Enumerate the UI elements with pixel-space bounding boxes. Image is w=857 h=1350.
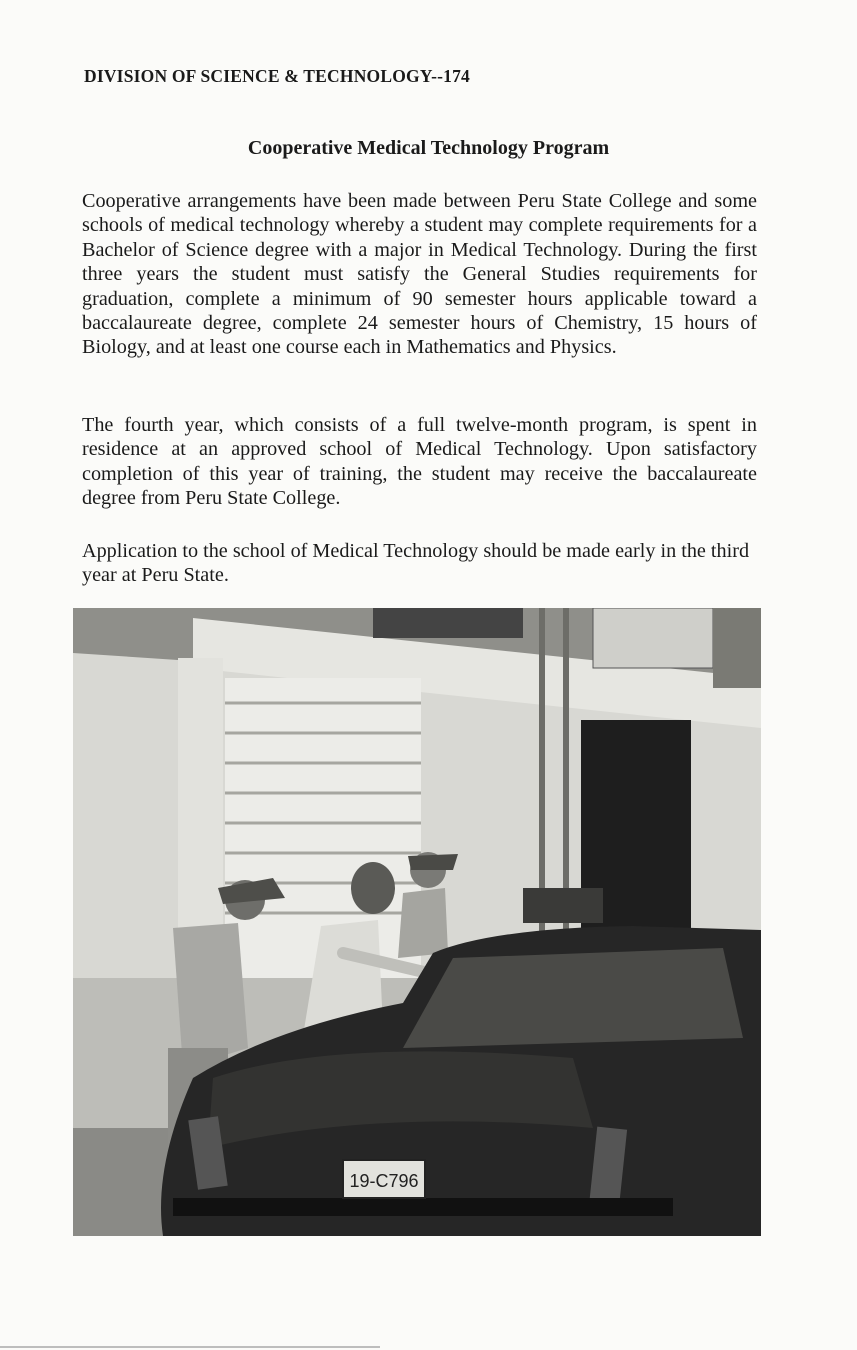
paragraph-application: Application to the school of Medical Technology should be made early in the third year at Peru State. (82, 540, 750, 587)
bottom-scan-rule (0, 1346, 380, 1348)
photo-students-washing-car (73, 608, 761, 1236)
running-head: DIVISION OF SCIENCE & TECHNOLOGY--174 (84, 66, 470, 86)
section-title: Cooperative Medical Technology Program (247, 137, 610, 159)
license-plate-text: 19-C796 (349, 1171, 419, 1191)
paragraph-fourth-year: The fourth year, which consists of a full twelve-month program, is spent in residence at an approved school of Medical Technology. Upon satisfactory completion of this year of training, the student may receive the baccalaureate degree from Peru State College. (82, 414, 757, 510)
paragraph-requirements: Cooperative arrangements have been made between Peru State College and some schools of medical technology whereby a student may complete requirements for a Bachelor of Science degree with a major in Medical Technology. During the first three years the student must satisfy the General Studies requirements for graduation, complete a minimum of 90 semester hours applicable toward a baccalaureate degree, complete 24 semester hours of Chemistry, 15 hours of Biology, and at least one course each in Mathematics and Physics. (82, 190, 757, 359)
